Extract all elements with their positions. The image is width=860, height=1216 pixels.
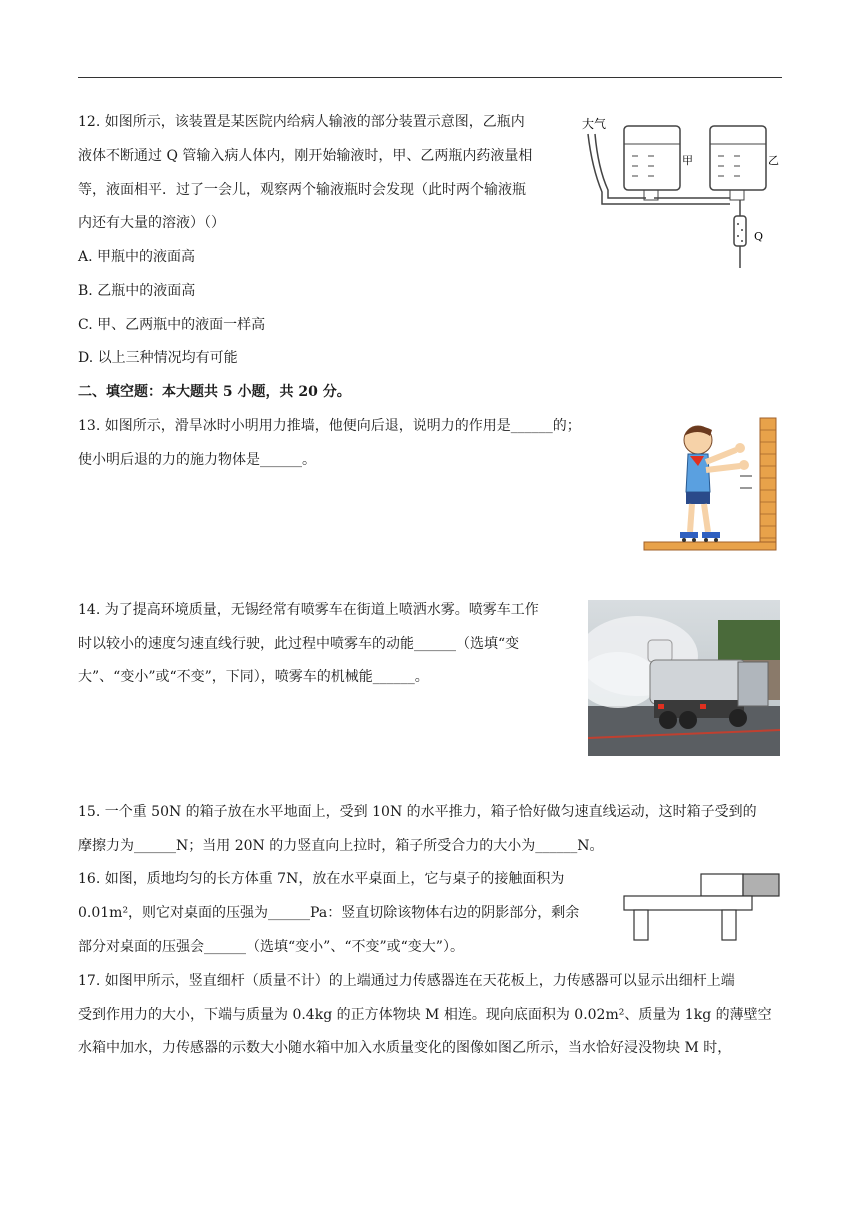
q12-line-3: 等，液面相平．过了一会儿，观察两个输液瓶时会发现（此时两个输液瓶: [78, 182, 526, 198]
q12-line-1: 12. 如图所示，该装置是某医院内给病人输液的部分装置示意图，乙瓶内: [78, 114, 525, 130]
q15-line-2: 摩擦力为______N；当用 20N 的力竖直向上拉时，箱子所受合力的大小为______N。: [78, 838, 604, 854]
block-shaded-part: [743, 874, 779, 896]
q14-line-1: 14. 为了提高环境质量，无锡经常有喷雾车在街道上喷洒水雾。喷雾车工作: [78, 602, 539, 618]
q13-line-2: 使小明后退的力的施力物体是______。: [78, 452, 316, 468]
spray-truck-photo: [588, 600, 780, 756]
q12-option-d: D. 以上三种情况均有可能: [78, 350, 238, 366]
q13-line-1: 13. 如图所示，滑旱冰时小明用力推墙，他便向后退，说明力的作用是______的；: [78, 418, 581, 434]
q12-line-4: 内还有大量的溶液）（）: [78, 215, 225, 231]
bottle-yi: [710, 126, 766, 190]
section-2-header: 二、填空题：本大题共 5 小题，共 20 分。: [78, 384, 351, 400]
bottle-jia: [624, 126, 680, 190]
q17-line-1: 17. 如图甲所示，竖直细杆（质量不计）的上端通过力传感器连在天花板上，力传感器可以显示出细杆上端: [78, 973, 735, 989]
jia-label: 甲: [682, 154, 693, 167]
q12-option-a: A. 甲瓶中的液面高: [78, 249, 196, 265]
block-on-table-figure: [620, 872, 782, 944]
header-rule: [78, 77, 782, 78]
q14-line-2: 时以较小的速度匀速直线行驶，此过程中喷雾车的动能______（选填“变: [78, 636, 520, 652]
q14-line-3: 大”、“变小”或“不变”，下同），喷雾车的机械能______。: [78, 669, 429, 685]
q17-line-3: 水箱中加水，力传感器的示数大小随水箱中加入水质量变化的图像如图乙所示，当水恰好浸没物块 M 时，: [78, 1040, 732, 1056]
q16-line-2: 0.01m²，则它对桌面的压强为______Pa：竖直切除该物体右边的阴影部分，剩余: [78, 905, 580, 921]
q12-option-b: B. 乙瓶中的液面高: [78, 283, 196, 299]
block-remaining: [701, 874, 743, 896]
q15-line-1: 15. 一个重 50N 的箱子放在水平地面上，受到 10N 的水平推力，箱子恰好做匀速直线运动，这时箱子受到的: [78, 804, 757, 820]
table-top: [624, 896, 752, 910]
q-label: Q: [754, 230, 764, 243]
q17-line-2: 受到作用力的大小，下端与质量为 0.4kg 的正方体物块 M 相连。现向底面积为 0.02m²、质量为 1kg 的薄壁空: [78, 1007, 772, 1023]
q16-line-1: 16. 如图，质地均匀的长方体重 7N，放在水平桌面上，它与桌子的接触面积为: [78, 871, 565, 887]
q16-line-3: 部分对桌面的压强会______（选填“变小”、“不变”或“变大”）。: [78, 939, 464, 955]
q12-line-2: 液体不断通过 Q 管输入病人体内，刚开始输液时，甲、乙两瓶内药液量相: [78, 148, 533, 164]
boy-pushing-wall-figure: [632, 414, 780, 558]
atmosphere-label: 大气: [582, 117, 607, 131]
iv-bottles-figure: [580, 108, 780, 270]
drip-chamber: [734, 216, 746, 246]
q12-option-c: C. 甲、乙两瓶中的液面一样高: [78, 317, 266, 333]
yi-label: 乙: [768, 154, 779, 167]
